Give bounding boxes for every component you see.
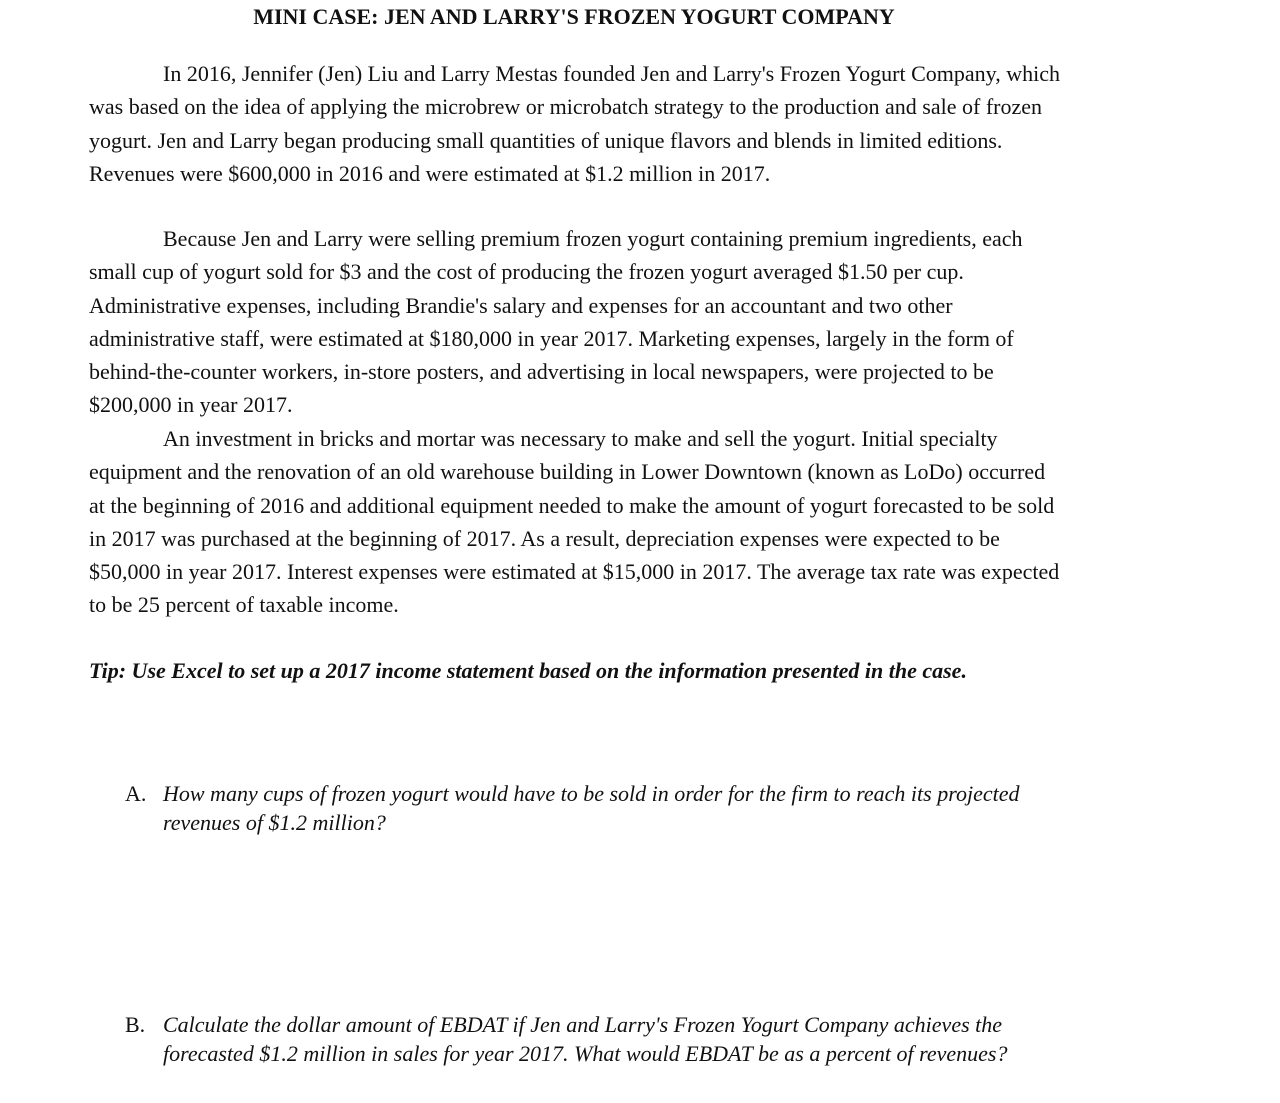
- paragraph-founding: In 2016, Jennifer (Jen) Liu and Larry Mestas founded Jen and Larry's Frozen Yogurt Company, which was based on the idea of applying the microbrew or microbatch strategy to the production and sale of frozen yogurt. Jen and Larry began producing small quantities of unique flavors and blends in limited editions. Revenues were $600,000 in 2016 and were estimated at $1.2 million in 2017.: [89, 61, 1061, 186]
- question-a-letter: A.: [125, 781, 147, 806]
- paragraph-costs: Because Jen and Larry were selling premium frozen yogurt containing premium ingredients, each small cup of yogurt sold for $3 and the cost of producing the frozen yogurt averaged $1.50 per cup. Administrative expenses, including Brandie's salary and expenses for an accountant and two other administrative staff, were estimated at $180,000 in year 2017. Marketing expenses, largely in the form of behind-the-counter workers, in-store posters, and advertising in local newspapers, were projected to be $200,000 in year 2017.: [89, 226, 1023, 418]
- question-b-letter: B.: [125, 1012, 146, 1037]
- question-a-text: How many cups of frozen yogurt would have to be sold in order for the firm to reach its projected revenues of $1.2 million?: [163, 781, 1020, 835]
- tip-note: Tip: Use Excel to set up a 2017 income statement based on the information presented in the case.: [89, 658, 967, 683]
- document-title: MINI CASE: JEN AND LARRY'S FROZEN YOGURT COMPANY: [253, 4, 895, 29]
- question-b: [125, 1011, 1065, 1068]
- question-a: [125, 780, 1065, 837]
- question-b-text: Calculate the dollar amount of EBDAT if Jen and Larry's Frozen Yogurt Company achieves the forecasted $1.2 million in sales for year 2017. What would EBDAT be as a percent of revenues?: [163, 1012, 1008, 1066]
- paragraph-investment: An investment in bricks and mortar was necessary to make and sell the yogurt. Initial specialty equipment and the renovation of an old warehouse building in Lower Downtown (known as LoDo) occurred at the beginning of 2016 and additional equipment needed to make the amount of yogurt forecasted to be sold in 2017 was purchased at the beginning of 2017. As a result, depreciation expenses were expected to be $50,000 in year 2017. Interest expenses were estimated at $15,000 in 2017. The average tax rate was expected to be 25 percent of taxable income.: [89, 426, 1060, 618]
